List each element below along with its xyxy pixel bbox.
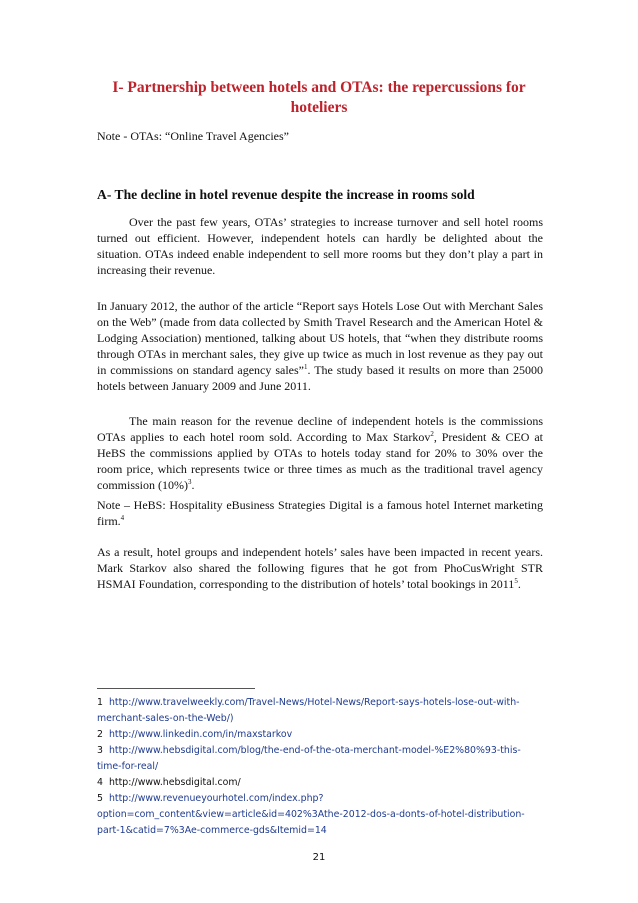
paragraph-5-text-b: . (517, 577, 521, 591)
footnote-2 (97, 727, 543, 743)
footnote-divider (97, 688, 255, 689)
footnote-1 (97, 695, 543, 727)
footnote-number: 5 (97, 793, 103, 804)
page-number: 21 (312, 852, 326, 863)
paragraph-2-text-b: . The study based it results on more than 25000 hotels between January 2009 and June 2011. (97, 363, 543, 393)
footnote-number: 3 (97, 745, 103, 756)
footnote-4 (97, 775, 543, 791)
paragraph-2-text-a: In January 2012, the author of the article “Report says Hotels Lose Out with Merchant Sales on the Web” (made from data collected by Smith Travel Research and the American Hotel & Lodging Association) mentioned, talking about US hotels, that “when they distribute rooms through OTAs in merchant sales, they give up twice as much in lost revenue as they pay out in commissions on standard agency sales” (97, 299, 543, 377)
footnote-ref-2: 2 (430, 430, 434, 438)
footnote-3 (97, 743, 543, 775)
footnote-ref-3: 3 (188, 478, 192, 486)
paragraph-3-text-b: , President & CEO at HeBS the commissions applied by OTAs to hotels today stand for 20% to 30% over the room price, which represents twice or three times as much as the traditional travel agency commission (10%) (97, 430, 543, 492)
paragraph-4-text: Note – HeBS: Hospitality eBusiness Strategies Digital is a famous hotel Internet marketing firm. (97, 498, 543, 528)
paragraph-1: Over the past few years, OTAs’ strategies to increase turnover and sell hotel rooms turned out efficient. However, independent hotels can hardly be delighted about the situation. OTAs indeed enable independent to sell more rooms but they don’t play a part in increasing their revenue. (97, 215, 543, 277)
paragraph-3-text-a: The main reason for the revenue decline of independent hotels is the commissions OTAs applies to each hotel room sold. According to Max Starkov (97, 414, 543, 444)
footnote-number: 2 (97, 729, 103, 740)
footnote-number: 1 (97, 697, 103, 708)
section-heading: A- The decline in hotel revenue despite the increase in rooms sold (97, 187, 475, 202)
paragraph-4 (97, 497, 543, 529)
page-title: I- Partnership between hotels and OTAs: the repercussions for hoteliers (112, 79, 526, 116)
footnote-text: http://www.hebsdigital.com/ (108, 777, 241, 788)
footnote-number: 4 (97, 777, 103, 788)
paragraph-5-text-a: As a result, hotel groups and independent hotels’ sales have been impacted in recent years. Mark Starkov also shared the following figures that he got from PhoCusWright STR HSMAI Foundation, corresponding to the distribution of hotels’ total bookings in 2011 (97, 545, 543, 591)
footnote-link[interactable]: http://www.travelweekly.com/Travel-News/Hotel-News/Report-says-hotels-lose-out-with-merchant-sales-on-the-Web/) (97, 697, 520, 724)
footnote-ref-4: 4 (120, 514, 125, 522)
paragraph-5 (97, 544, 543, 592)
paragraph-3-text-c: . (191, 478, 195, 492)
paragraph-2 (97, 298, 543, 394)
footnote-link[interactable]: http://www.hebsdigital.com/blog/the-end-of-the-ota-merchant-model-%E2%80%93-this-time-for-real/ (97, 745, 521, 772)
ota-note: Note - OTAs: “Online Travel Agencies” (97, 129, 289, 143)
footnote-5 (97, 791, 543, 839)
footnote-link[interactable]: http://www.linkedin.com/in/maxstarkov (108, 729, 293, 740)
paragraph-3 (97, 413, 543, 493)
footnote-link[interactable]: http://www.revenueyourhotel.com/index.php?option=com_content&view=article&id=402%3Athe-2012-dos-a-donts-of-hotel-distribution-part-1&catid=7%3Ae-commerce-gds&Itemid=14 (97, 793, 525, 836)
footnote-ref-5: 5 (514, 577, 518, 585)
footnote-ref-1: 1 (303, 363, 308, 371)
